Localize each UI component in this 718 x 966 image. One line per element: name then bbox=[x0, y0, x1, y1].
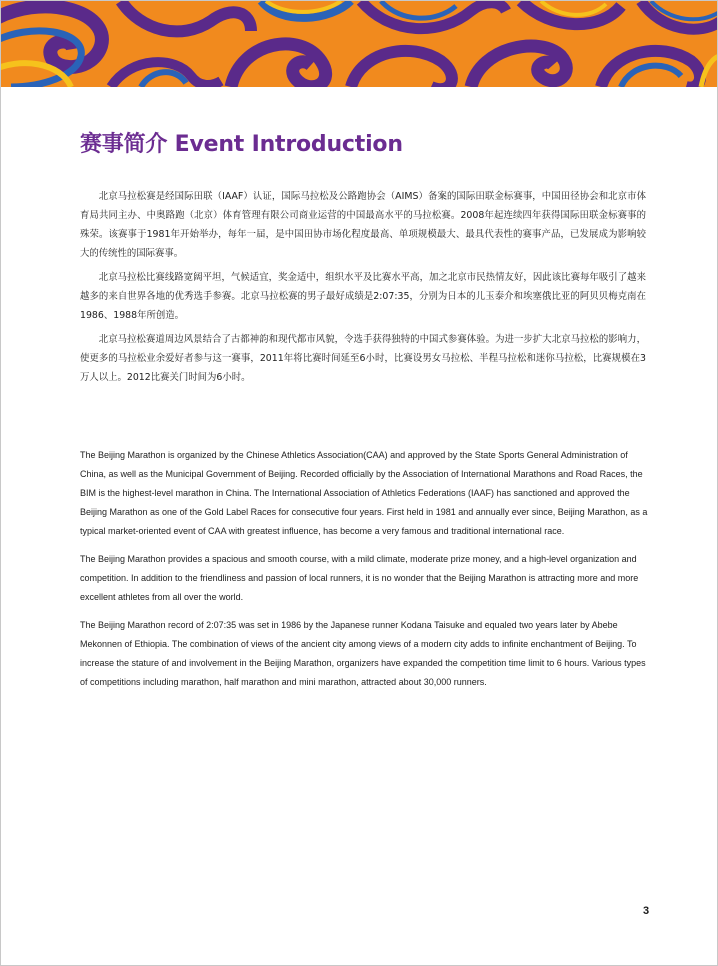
page-title: 赛事简介 Event Introduction bbox=[80, 132, 403, 157]
decorative-swirl-banner bbox=[1, 1, 717, 87]
en-paragraph: The Beijing Marathon is organized by the Chinese Athletics Association(CAA) and approved by the State Sports General Administration of China, as well as the Municipal Government of Beijing. Recorded officially by the Association of International Marathons and Road Races, the BIM is the highest-level marathon in China. The International Association of Athletics Federations (IAAF) has sanctioned and approved the Beijing Marathon as one of the Gold Label Races for consecutive four years. First held in 1981 and annually ever since, Beijing Marathon, as a typical market-oriented event of CAA with greatest influence, has become a very famous and traditional international race. bbox=[80, 450, 648, 536]
zh-paragraph: 北京马拉松赛道周边风景结合了古都神韵和现代都市风貌，令选手获得独特的中国式参赛体验。为进一步扩大北京马拉松的影响力，使更多的马拉松业余爱好者参与这一赛事，2011年将比赛时间延至6小时，比赛设男女马拉松、半程马拉松和迷你马拉松，比赛规模在3万人以上。2012比赛关门时间为6小时。 bbox=[80, 334, 646, 383]
english-introduction bbox=[80, 446, 648, 701]
en-paragraph: The Beijing Marathon provides a spacious and smooth course, with a mild climate, moderate prize money, and a high-level organization and competition. In addition to the friendliness and passion of local runners, it is no wonder that the Beijing Marathon is attracting more and more excellent athletes from all over the world. bbox=[80, 554, 639, 602]
zh-paragraph: 北京马拉松比赛线路宽阔平坦，气候适宜，奖金适中，组织水平及比赛水平高，加之北京市民热情友好，因此该比赛每年吸引了越来越多的来自世界各地的优秀选手参赛。北京马拉松赛的男子最好成绩是2:07:35，分别为日本的儿玉泰介和埃塞俄比亚的阿贝贝梅克南在1986、1988年所创造。 bbox=[80, 272, 646, 321]
en-paragraph: The Beijing Marathon record of 2:07:35 was set in 1986 by the Japanese runner Kodana Taisuke and equaled two years later by Abebe Mekonnen of Ethiopia. The combination of views of the ancient city among views of a modern city adds to infinite enchantment of Beijing. To increase the stature of and involvement in the Beijing Marathon, organizers have expanded the competition time limit to 6 hours. Various types of competitions including marathon, half marathon and mini marathon, attracted about 30,000 runners. bbox=[80, 620, 646, 687]
zh-paragraph: 北京马拉松赛是经国际田联（IAAF）认证，国际马拉松及公路跑协会（AIMS）备案的国际田联金标赛事，中国田径协会和北京市体育局共同主办、中奥路跑（北京）体育管理有限公司商业运营的中国最高水平的马拉松赛。2008年起连续四年获得国际田联金标赛事的殊荣。该赛事于1981年开始举办，每年一届，是中国田协市场化程度最高、单项规模最大、最具代表性的赛事产品，已发展成为影响较大的传统性的国际赛事。 bbox=[80, 191, 646, 259]
chinese-introduction bbox=[80, 187, 646, 392]
page-number: 3 bbox=[643, 905, 650, 917]
